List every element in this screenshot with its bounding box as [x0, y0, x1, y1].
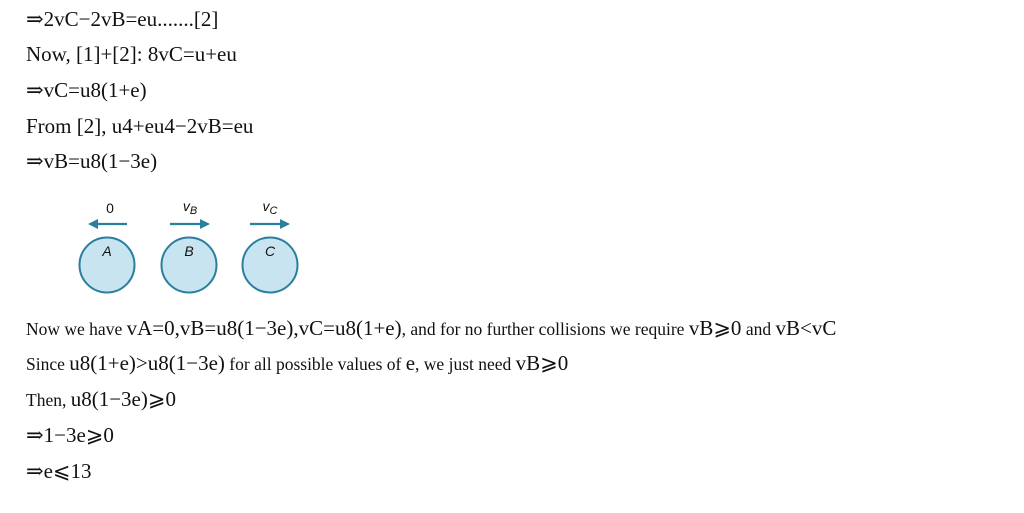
math-segment: u8(1−3e)⩾0 [70, 387, 176, 411]
solution-line-6 [26, 318, 836, 339]
arrow-right-icon [250, 219, 290, 229]
collision-diagram [70, 195, 320, 300]
text-segment: and [741, 319, 776, 339]
text-segment: for all possible values of [224, 354, 406, 374]
solution-line-9 [26, 425, 114, 446]
math-segment: ⇒e⩽13 [26, 459, 92, 483]
ball-b [162, 198, 217, 293]
velocity-label-c: $v_C$ [262, 198, 278, 217]
text-segment: , and for no further collisions we require [401, 319, 689, 339]
solution-line-7 [26, 353, 568, 374]
math-segment: u8(1+e)>u8(1−3e) [69, 351, 225, 375]
math-segment: vB⩾0 [688, 316, 742, 340]
text-segment: Then, [26, 390, 71, 410]
math-segment: vB<vC [775, 316, 837, 340]
velocity-label-a: 0 [106, 200, 114, 216]
ball-label-a: A [102, 243, 112, 259]
math-segment: ⇒1−3e⩾0 [26, 423, 114, 447]
solution-line-3: ⇒vC=u8(1+e) [26, 78, 147, 102]
solution-line-2: Now, [1]+[2]: 8vC=u+eu [26, 42, 237, 66]
text-segment: Now we have [26, 319, 127, 339]
ball-c [243, 198, 298, 293]
text-segment: , we just need [415, 354, 516, 374]
math-segment: vA=0,vB=u8(1−3e),vC=u8(1+e) [126, 316, 402, 340]
solution-line-5: ⇒vB=u8(1−3e) [26, 149, 158, 173]
text-segment: Since [26, 354, 70, 374]
solution-line-10 [26, 461, 92, 482]
ball-label-c: C [264, 243, 276, 259]
arrow-right-icon [170, 219, 210, 229]
solution-line-4: From [2], u4+eu4−2vB=eu [26, 114, 254, 138]
velocity-label-b: $v_B$ [182, 198, 198, 217]
ball-a [80, 200, 135, 293]
math-segment: e [405, 351, 416, 375]
solution-line-1: ⇒2vC−2vB=eu.......[2] [26, 7, 219, 31]
math-segment: vB⩾0 [515, 351, 569, 375]
ball-label-b: B [184, 243, 194, 259]
arrow-left-icon [88, 219, 127, 229]
solution-line-8 [26, 389, 176, 410]
